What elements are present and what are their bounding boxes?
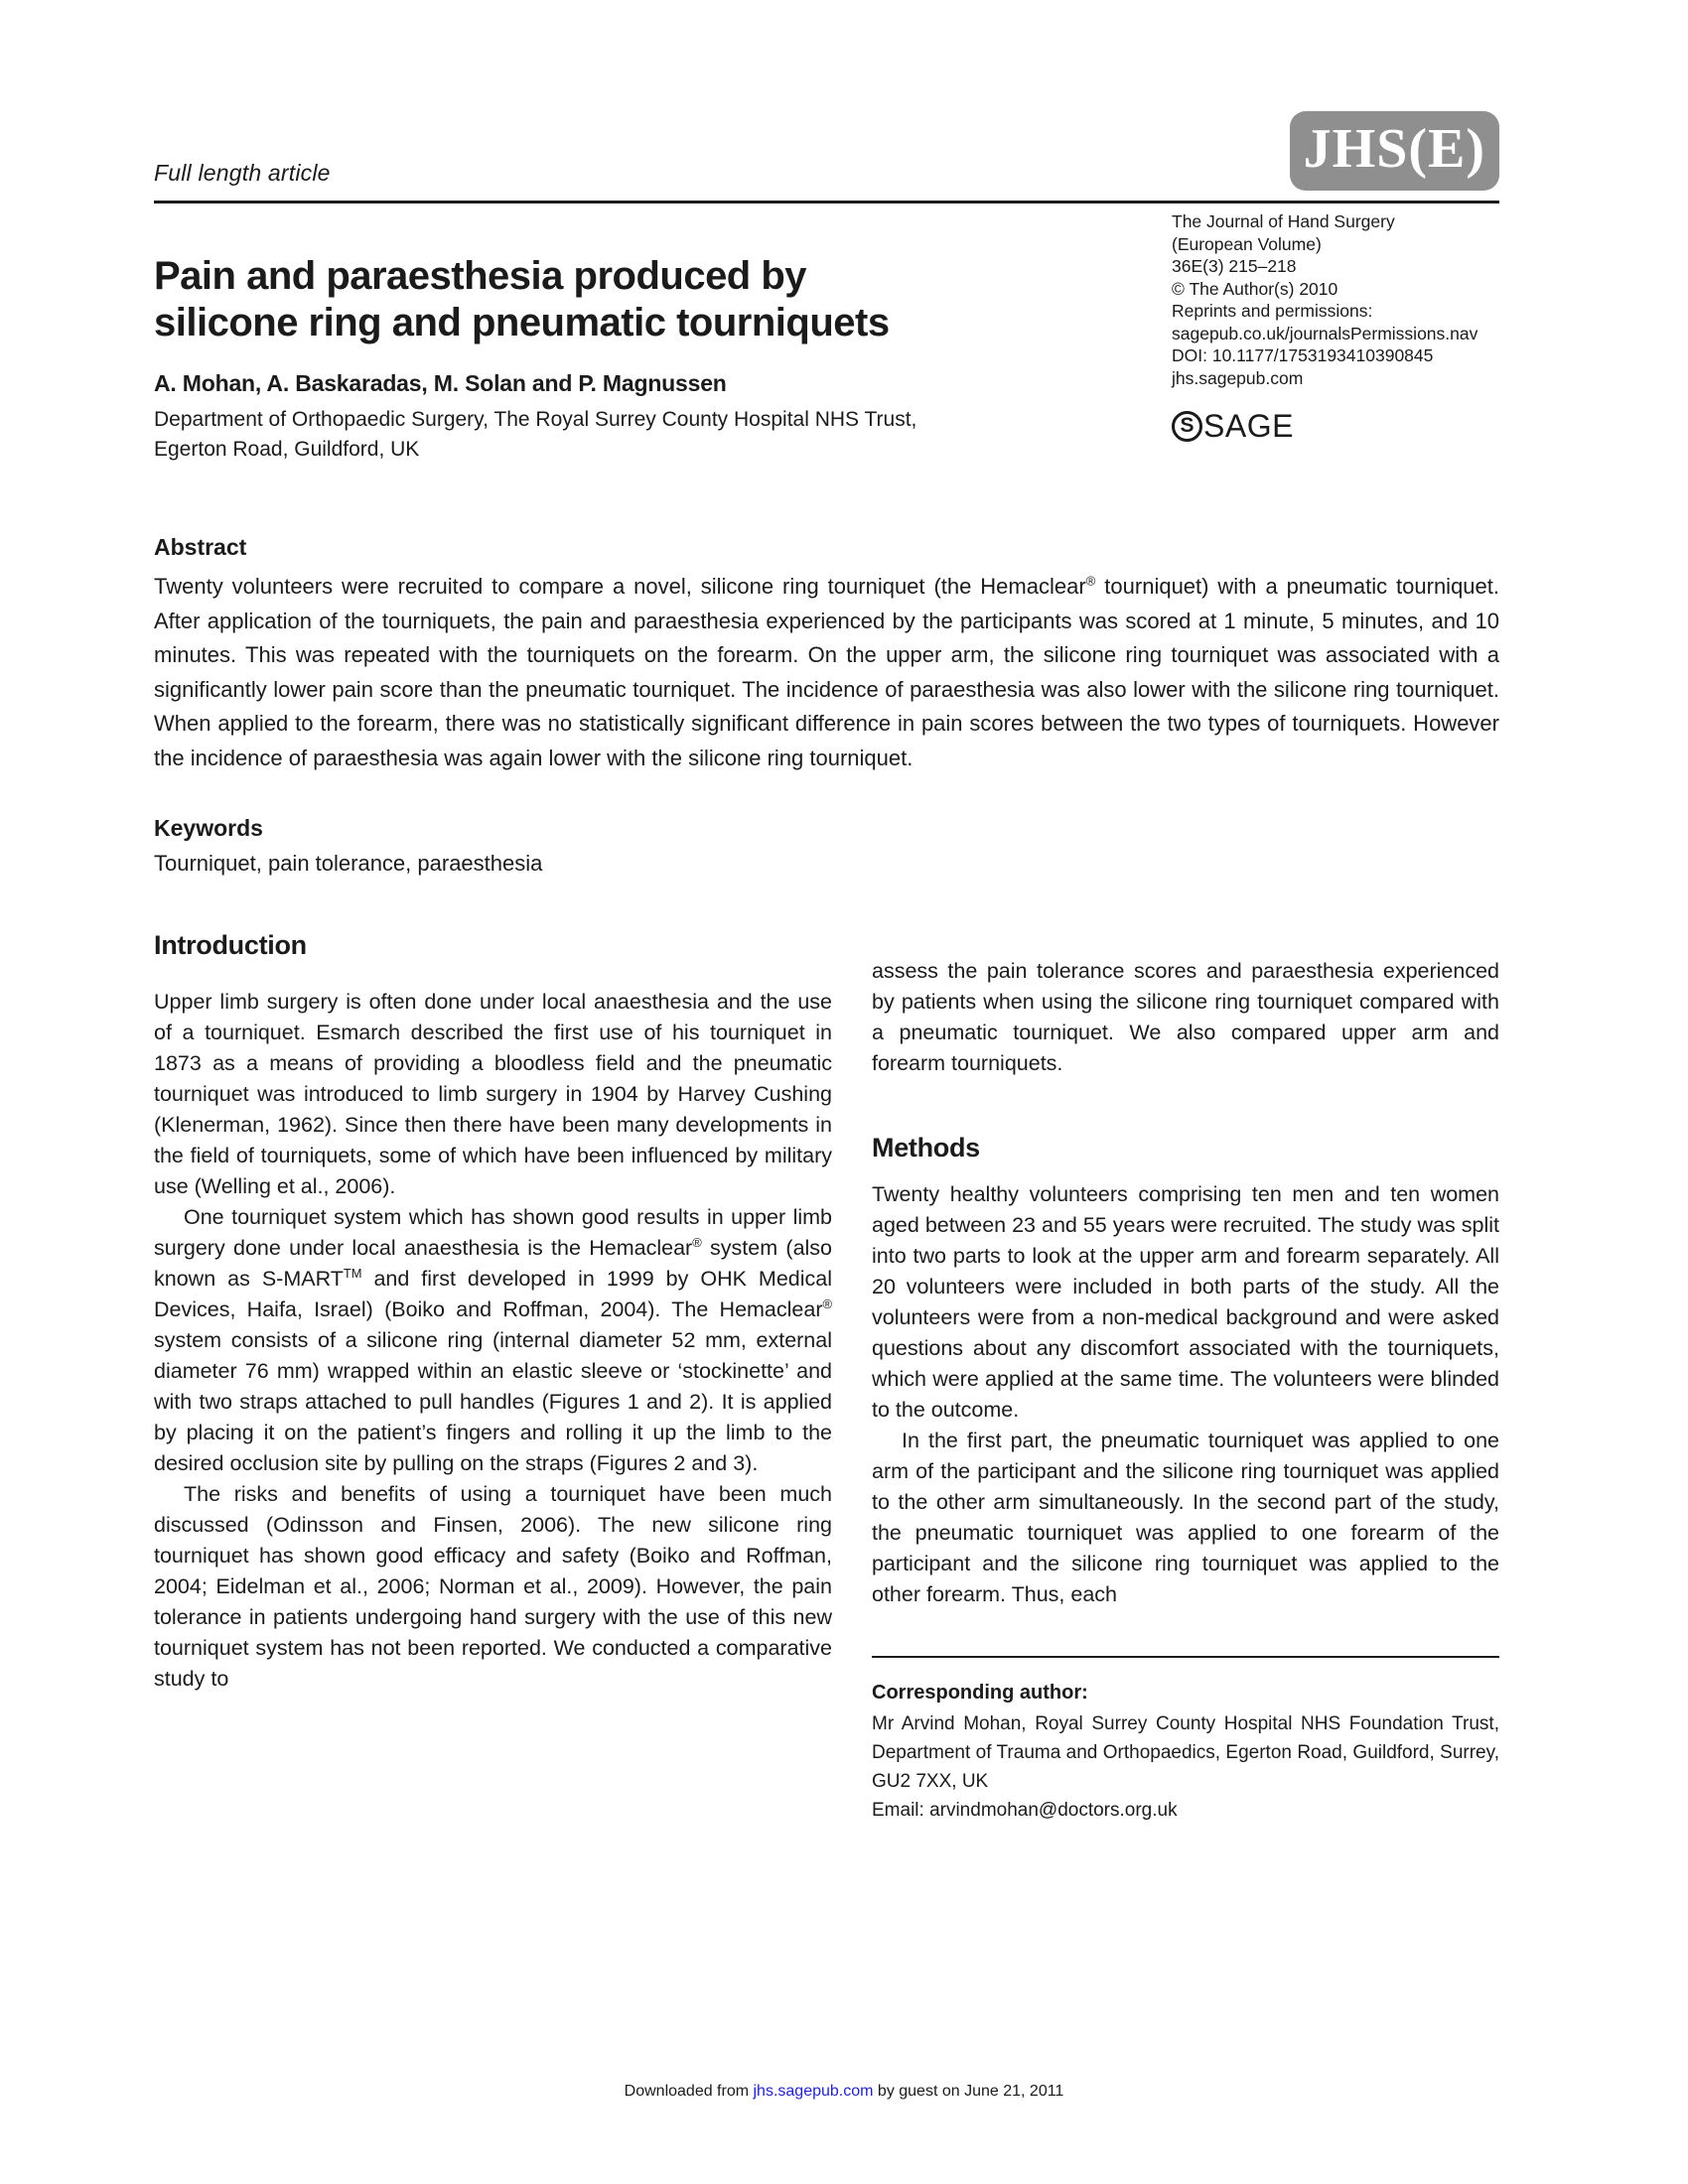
article-type-label: Full length article xyxy=(154,160,331,186)
footer-journal-link[interactable]: jhs.sagepub.com xyxy=(753,2083,874,2100)
intro-p2-part-c: and first developed in 1999 by OHK Medical Devices, Haifa, Israel) (Boiko and Roffman, 2004). The Hemaclear xyxy=(154,1267,832,1321)
journal-name: The Journal of Hand Surgery xyxy=(1172,211,1395,231)
methods-paragraph-1: Twenty healthy volunteers comprising ten men and ten women aged between 23 and 55 years were recruited. The study was split into two parts to look at the upper arm and forearm separately. All 20 volunteers were included in both parts of the study. All the volunteers were from a non-medical background and were asked questions about any discomfort associated with the tourniquets, which were applied at the same time. The volunteers were blinded to the outcome. xyxy=(872,1182,1499,1422)
methods-heading: Methods xyxy=(872,1133,980,1162)
corresponding-author-email: Email: arvindmohan@doctors.org.uk xyxy=(872,1800,1178,1821)
corresponding-author-heading: Corresponding author: xyxy=(872,1682,1088,1704)
keywords-heading: Keywords xyxy=(154,815,263,841)
trademark-mark: TM xyxy=(343,1265,362,1281)
methods-paragraph-2: In the first part, the pneumatic tourniquet was applied to one arm of the participant and the silicone ring tourniquet was applied to the other arm simultaneously. In the second part of the study, the pneumatic tourniquet was applied to one forearm of the participant and the silicone ring tourniquet was applied to the other forearm. Thus, each xyxy=(872,1429,1499,1606)
title-block xyxy=(154,204,1147,465)
journal-citation-block xyxy=(1172,204,1499,465)
intro-p2-part-b: system (also known as S-MART xyxy=(154,1236,833,1291)
download-footnote xyxy=(0,2083,1688,2101)
journal-volume-label: (European Volume) xyxy=(1172,233,1322,254)
sage-logo xyxy=(1172,408,1499,445)
introduction-paragraph-3: The risks and benefits of using a tourniquet have been much discussed (Odinsson and Finsen, 2006). The new silicone ring tourniquet has shown good efficacy and safety (Boiko and Roffman, 2004; Eidelman et al., 2006; Norman et al., 2009). However, the pain tolerance in patients undergoing hand surgery with the use of this new tourniquet system has not been reported. We conducted a comparative study to xyxy=(154,1482,832,1691)
introduction-heading: Introduction xyxy=(154,930,307,960)
registered-trademark-mark: ® xyxy=(692,1234,702,1250)
copyright-line: © The Author(s) 2010 xyxy=(1172,278,1338,299)
jhse-journal-logo: JHS(E) xyxy=(1290,111,1499,191)
sage-logo-word: SAGE xyxy=(1203,408,1294,445)
title-row xyxy=(154,204,1499,465)
registered-trademark-mark: ® xyxy=(1085,573,1096,589)
page-content xyxy=(154,0,1499,1825)
abstract-part2: tourniquet) with a pneumatic tourniquet. After application of the tourniquets, the pain and paraesthesia experienced by the participants was scored at 1 minute, 5 minutes, and 10 minutes. This was repeated with the tourniquets on the forearm. On the upper arm, the silicone ring tourniquet was associated with a significantly lower pain score than the pneumatic tourniquet. The incidence of paraesthesia was also lower with the silicone ring tourniquet. When applied to the forearm, there was no statistically significant difference in pain scores between the two types of tourniquets. However the incidence of paraesthesia was again lower with the silicone ring tourniquet. xyxy=(154,574,1500,770)
intro-p2-part-d: system consists of a silicone ring (internal diameter 52 mm, external diameter 76 mm) wrapped within an elastic sleeve or ‘stockinette’ and with two straps attached to pull handles (Figures 1 and 2). It is applied by placing it on the patient’s fingers and rolling it up the limb to the desired occlusion site by pulling on the straps (Figures 2 and 3). xyxy=(154,1328,832,1475)
footer-prefix: Downloaded from xyxy=(624,2083,754,2100)
masthead xyxy=(154,111,1499,204)
intro-p2-part-a: One tourniquet system which has shown good results in upper limb surgery done under local anaesthesia is the Hemaclear xyxy=(154,1205,832,1260)
registered-trademark-mark: ® xyxy=(822,1296,832,1311)
footer-suffix: by guest on June 21, 2011 xyxy=(873,2083,1064,2100)
abstract-part1: Twenty volunteers were recruited to compare a novel, silicone ring tourniquet (the Hemaclear xyxy=(154,574,1086,599)
sage-circle-s-icon: S xyxy=(1172,411,1202,442)
page-title: Pain and paraesthesia produced by silicone ring and pneumatic tourniquets xyxy=(154,254,890,344)
introduction-paragraph-4: assess the pain tolerance scores and paraesthesia experienced by patients when using the silicone ring tourniquet compared with a pneumatic tourniquet. We also compared upper arm and forearm tourniquets. xyxy=(872,959,1499,1075)
abstract-heading: Abstract xyxy=(154,534,247,560)
authors-line: A. Mohan, A. Baskaradas, M. Solan and P. Magnussen xyxy=(154,370,727,396)
right-column xyxy=(872,918,1499,1825)
doi-line: DOI: 10.1177/1753193410390845 xyxy=(1172,345,1434,365)
left-column xyxy=(154,918,832,1825)
journal-issue-pages: 36E(3) 215–218 xyxy=(1172,256,1297,276)
permissions-url: sagepub.co.uk/journalsPermissions.nav xyxy=(1172,323,1478,343)
corresponding-author-block xyxy=(872,1656,1499,1825)
reprints-line: Reprints and permissions: xyxy=(1172,301,1373,321)
introduction-paragraph-2 xyxy=(154,1202,832,1479)
introduction-paragraph-1: Upper limb surgery is often done under local anaesthesia and the use of a tourniquet. Esmarch described the first use of his tourniquet in 1873 as a means of providing a bloodless field and the pneumatic tourniquet was introduced to limb surgery in 1904 by Harvey Cushing (Klenerman, 1962). Since then there have been many developments in the field of tourniquets, some of which have been influenced by military use (Welling et al., 2006). xyxy=(154,990,832,1198)
keywords-list: Tourniquet, pain tolerance, paraesthesia xyxy=(154,851,543,876)
corresponding-author-address: Mr Arvind Mohan, Royal Surrey County Hospital NHS Foundation Trust, Department of Trauma and Orthopaedics, Egerton Road, Guildford, Surrey, GU2 7XX, UK xyxy=(872,1713,1499,1792)
journal-url: jhs.sagepub.com xyxy=(1172,367,1304,388)
two-column-body xyxy=(154,918,1499,1825)
affiliation-line: Department of Orthopaedic Surgery, The Royal Surrey County Hospital NHS Trust, Egerton Road, Guildford, UK xyxy=(154,408,917,461)
abstract-text xyxy=(154,570,1499,775)
